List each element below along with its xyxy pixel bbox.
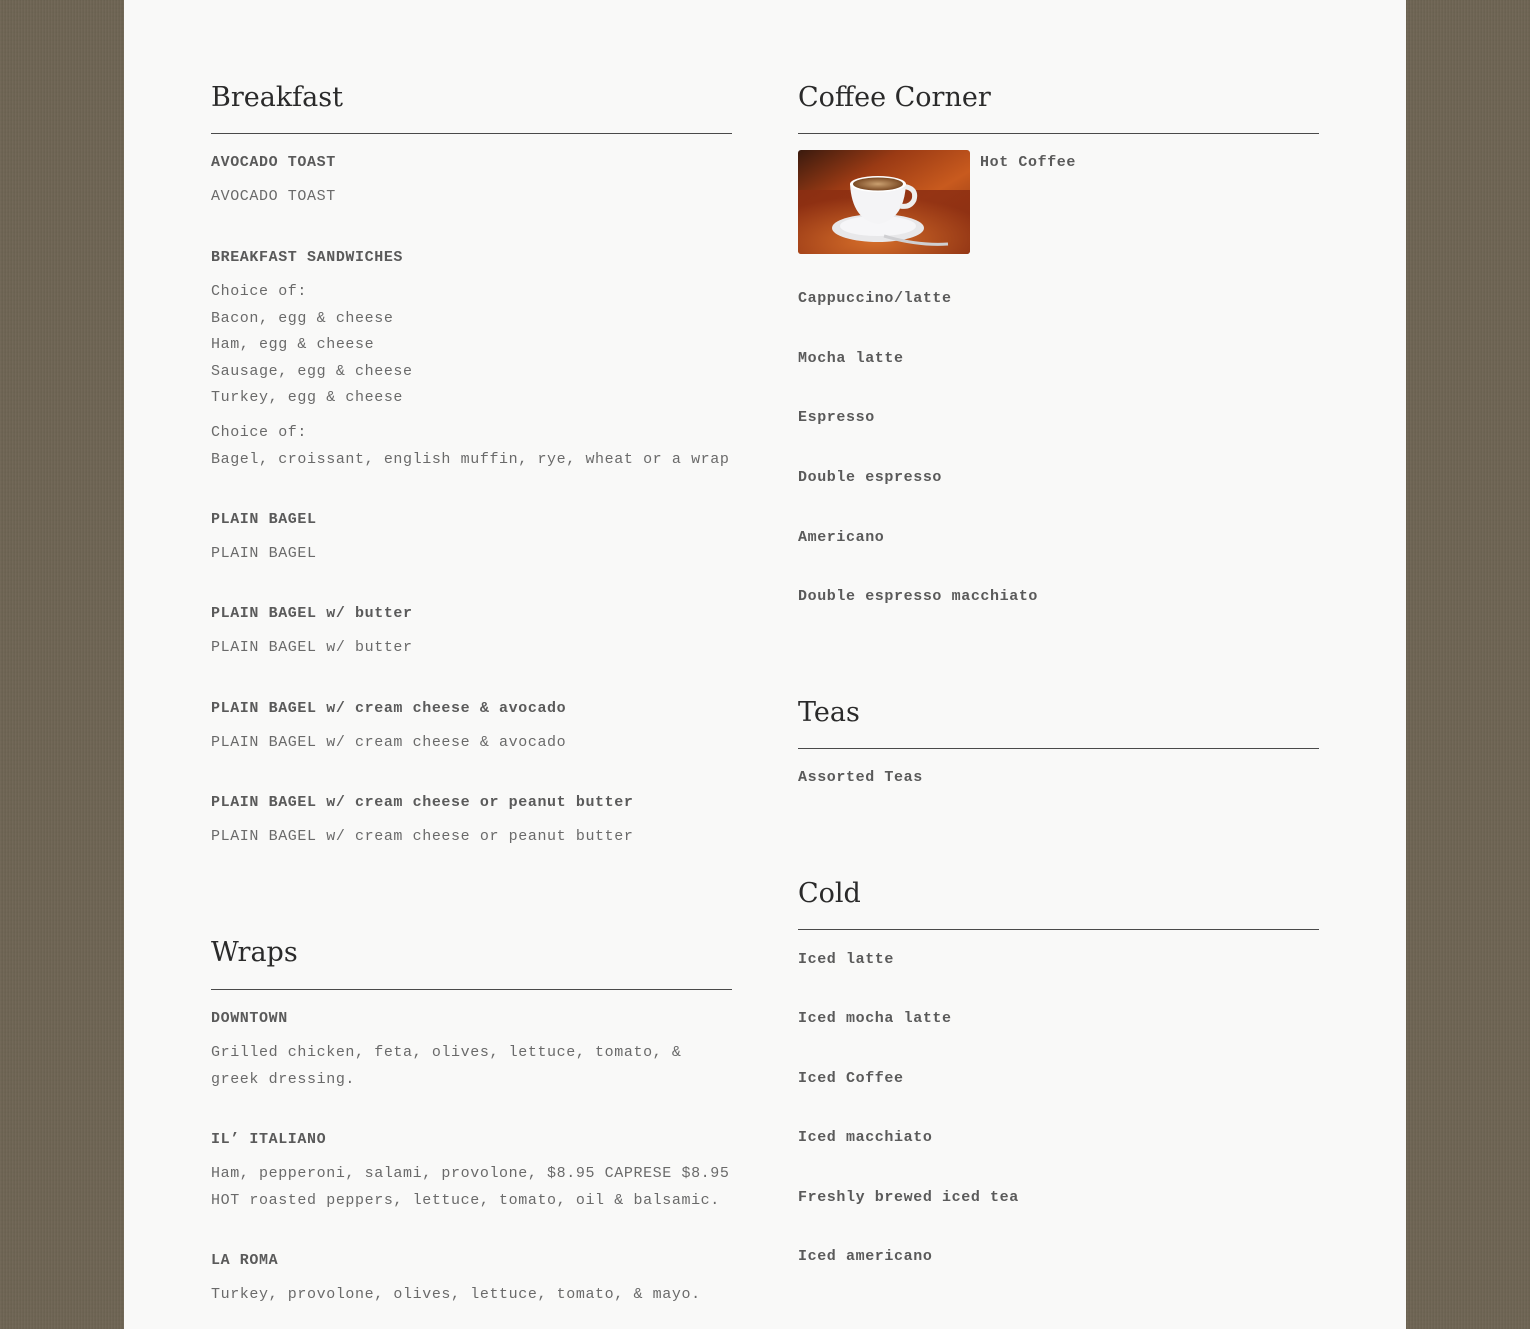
menu-item-name: IL’ ITALIANO <box>211 1131 327 1148</box>
coffee-title: Coffee Corner <box>798 82 991 113</box>
desc-line: Choice of: <box>211 424 308 441</box>
menu-item-desc: PLAIN BAGEL w/ cream cheese or peanut butter <box>211 828 634 845</box>
menu-item-name: Mocha latte <box>798 350 904 367</box>
menu-item-name: Iced Coffee <box>798 1070 904 1087</box>
desc-line: Turkey, egg & cheese <box>211 389 404 406</box>
menu-item-name: Hot Coffee <box>980 154 1077 171</box>
menu-item-name: BREAKFAST SANDWICHES <box>211 249 404 266</box>
menu-item-desc: PLAIN BAGEL w/ butter <box>211 639 413 656</box>
menu-item-desc: PLAIN BAGEL <box>211 545 317 562</box>
menu-item-desc: PLAIN BAGEL w/ cream cheese & avocado <box>211 734 567 751</box>
menu-page <box>124 0 1406 1329</box>
menu-item-name: Assorted Teas <box>798 769 923 786</box>
menu-item-desc: Turkey, provolone, olives, lettuce, tomato, & mayo. <box>211 1286 701 1303</box>
cold-divider <box>798 929 1319 930</box>
menu-item-name: Iced mocha latte <box>798 1010 952 1027</box>
menu-item-name: PLAIN BAGEL w/ cream cheese or peanut butter <box>211 794 634 811</box>
desc-line: Bagel, croissant, english muffin, rye, wheat or a wrap <box>211 450 730 468</box>
menu-item-name: DOWNTOWN <box>211 1010 288 1027</box>
menu-item-name: Iced latte <box>798 951 895 968</box>
menu-item-name: Double espresso macchiato <box>798 588 1039 605</box>
menu-item-desc: AVOCADO TOAST <box>211 188 336 205</box>
breakfast-title: Breakfast <box>211 82 343 113</box>
desc-line: Sausage, egg & cheese <box>211 362 413 380</box>
wraps-title: Wraps <box>211 937 298 968</box>
menu-item-name: LA ROMA <box>211 1252 279 1269</box>
menu-item-name: PLAIN BAGEL <box>211 511 317 528</box>
menu-item-name: Cappuccino/latte <box>798 290 952 307</box>
breakfast-divider <box>211 133 732 134</box>
menu-item-name: Iced americano <box>798 1248 933 1265</box>
menu-item-name: Double espresso <box>798 469 943 486</box>
desc-line: Ham, egg & cheese <box>211 336 375 353</box>
menu-item-desc <box>211 279 413 412</box>
menu-item-name: AVOCADO TOAST <box>211 154 336 171</box>
wraps-divider <box>211 989 732 990</box>
teas-divider <box>798 748 1319 749</box>
menu-item-name: Americano <box>798 529 885 546</box>
coffee-cup-photo-icon <box>798 150 970 254</box>
menu-item-desc: Ham, pepperoni, salami, provolone, $8.95 CAPRESE $8.95 HOT roasted peppers, lettuce, tomato, oil & balsamic. <box>211 1165 730 1209</box>
coffee-divider <box>798 133 1319 134</box>
menu-item-desc <box>211 420 729 473</box>
menu-item-name: PLAIN BAGEL w/ butter <box>211 605 413 622</box>
menu-item-name: Iced macchiato <box>798 1129 933 1146</box>
teas-title: Teas <box>798 697 860 728</box>
cold-title: Cold <box>798 878 861 909</box>
menu-item-name: Espresso <box>798 409 875 426</box>
desc-line: Choice of: <box>211 283 308 300</box>
menu-item-name: Freshly brewed iced tea <box>798 1189 1019 1206</box>
menu-item-desc: Grilled chicken, feta, olives, lettuce, tomato, & greek dressing. <box>211 1044 682 1088</box>
desc-line: Bacon, egg & cheese <box>211 309 394 327</box>
menu-item-name: PLAIN BAGEL w/ cream cheese & avocado <box>211 700 567 717</box>
